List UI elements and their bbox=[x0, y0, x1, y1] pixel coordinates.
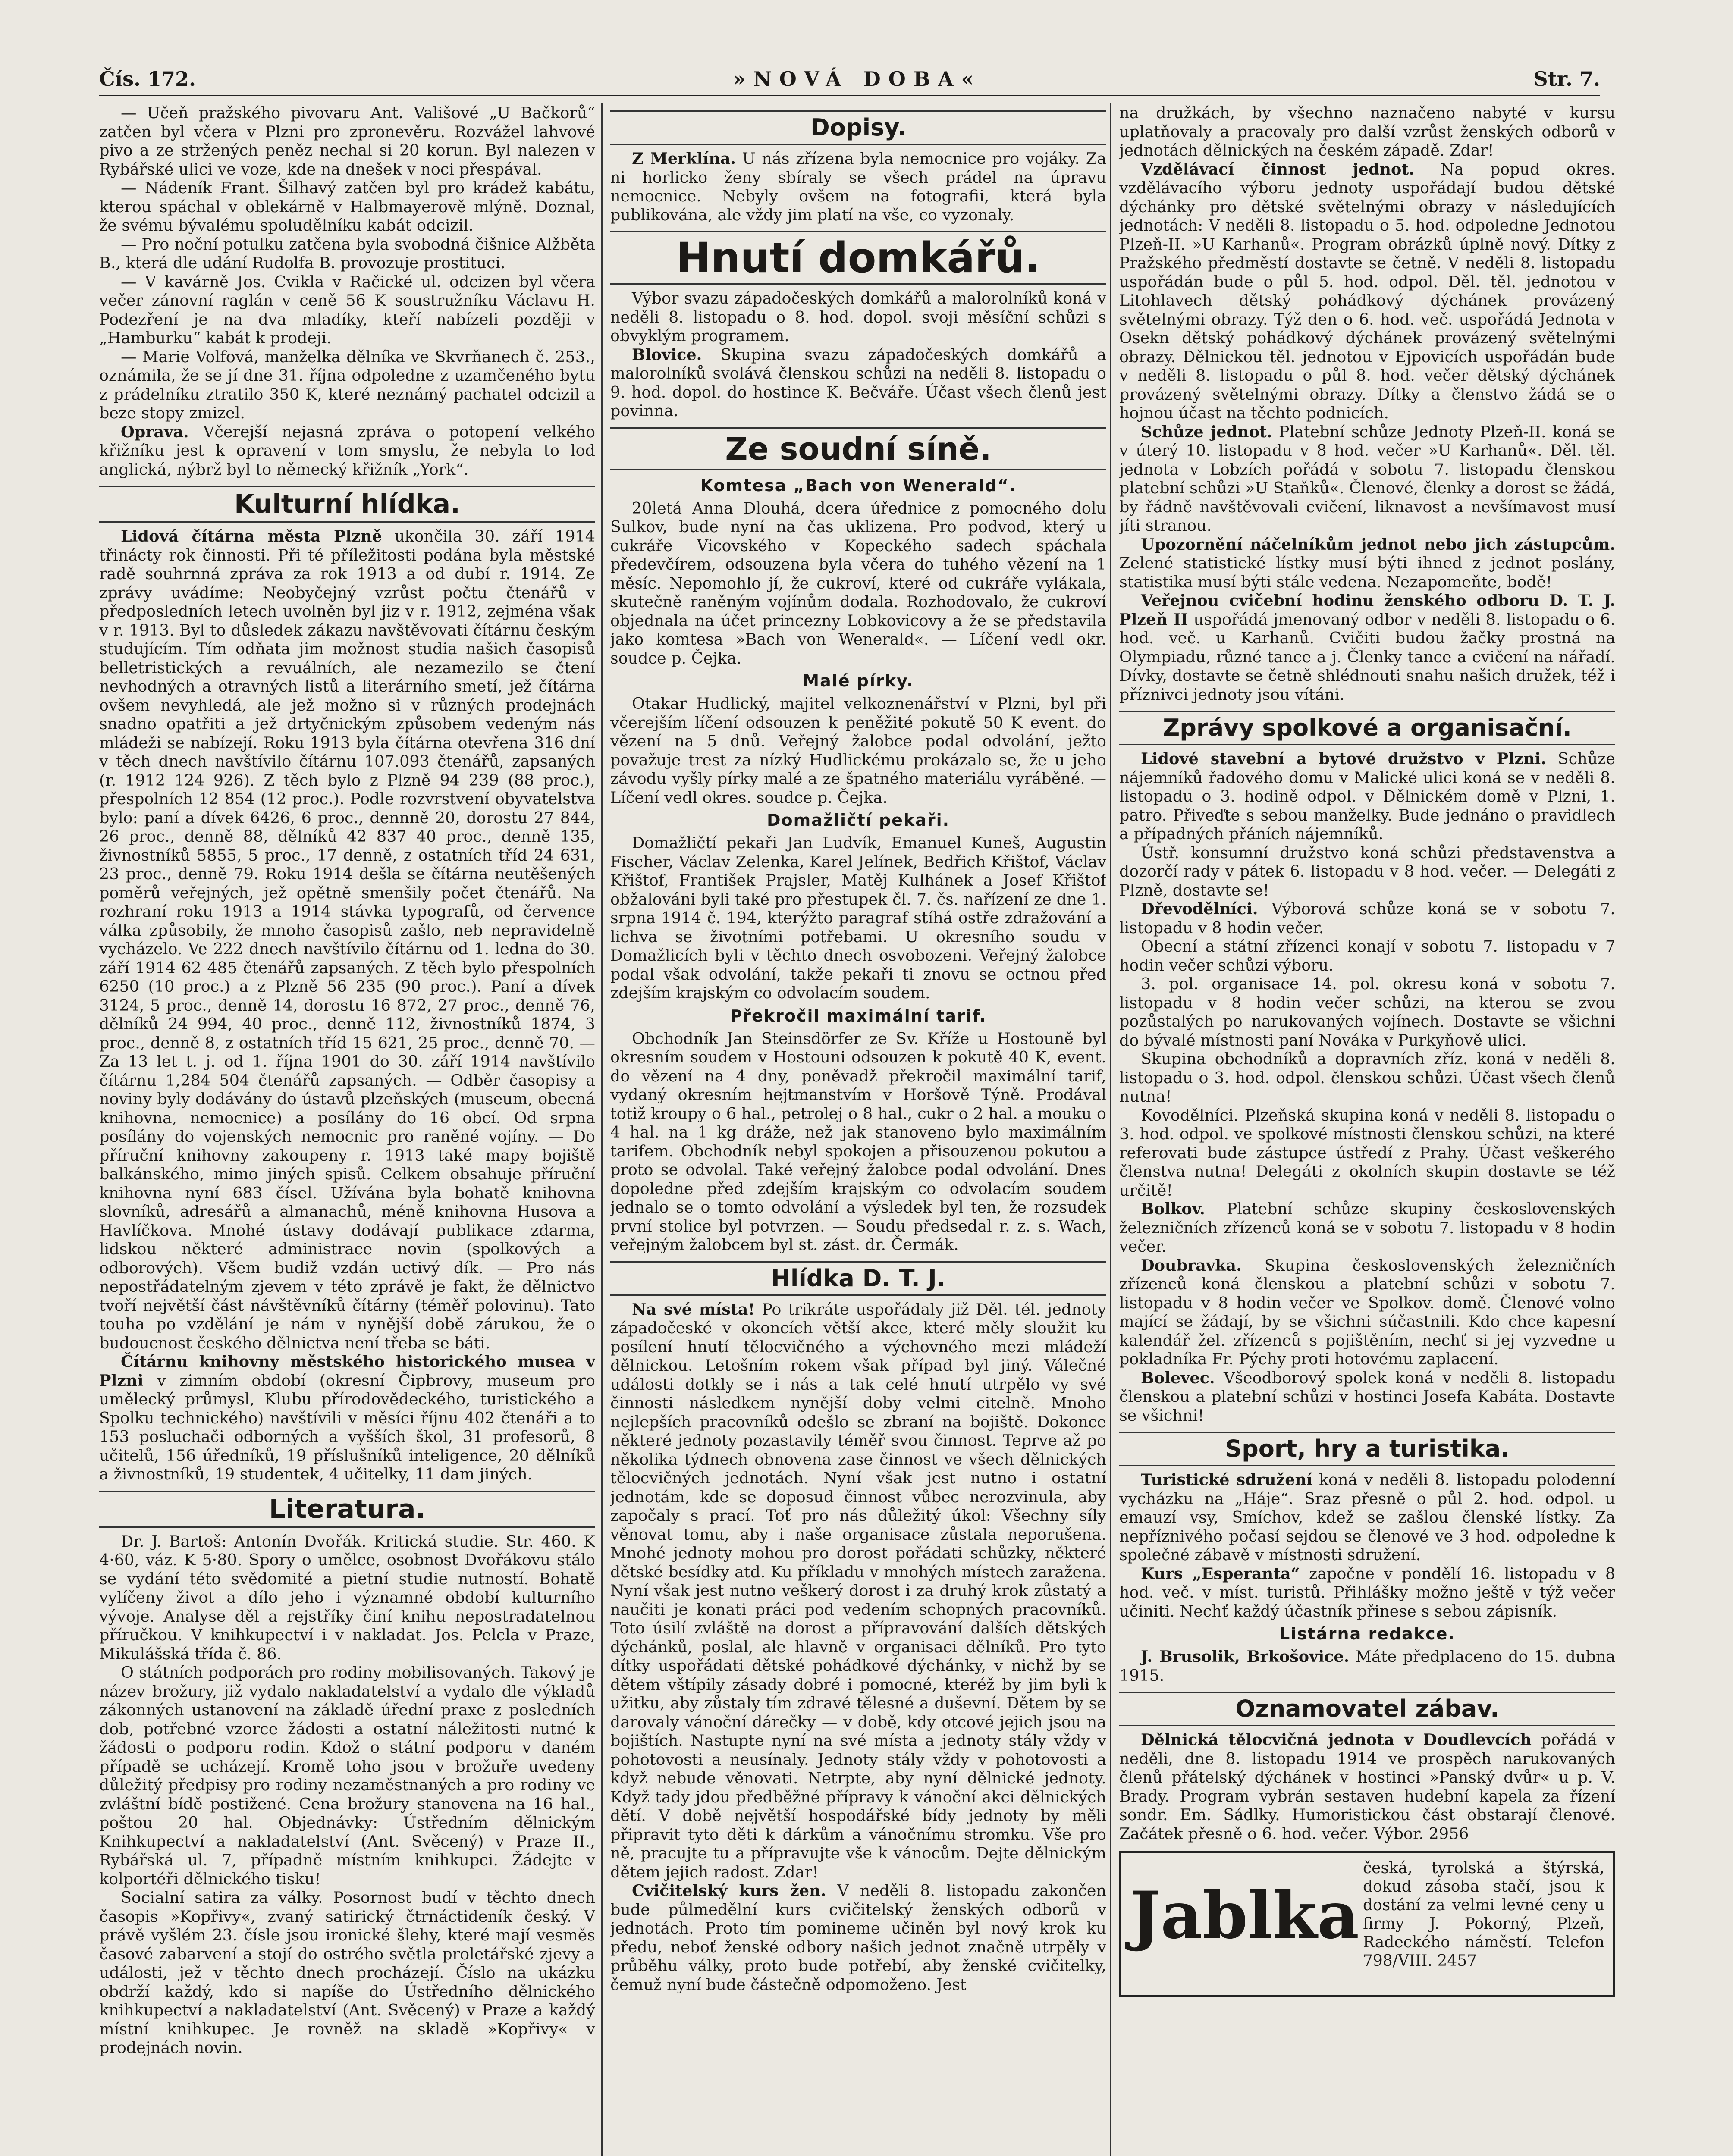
item-body: Na popud okres. vzdělávacího výboru jednoty uspořádají budou dětské dýchánky pro dětské světelnými obrazy v následujících jednotách: V neděli 8. listopadu o 5. hod. odpoledne Jednotou Plzeň-II. »U Karhanů«. Program obrázků úplně nový. Dítky z Pražského předměstí dostavte se četně. V neděli 8. listopadu uspořádán bude o půl 5. hod. odpol. Děl. těl. jednotou v Litohlavech dětský pohádkový dýchánek provázený světelnými obrazy. Týž den o 6. hod. več. uspořádá Jednota v Osekn dětský pohádkový dýchánek provázený světelnými obrazy. Dělnickou těl. jednotou v Ejpovicích uspořádán bude v neděli 8. listopadu o půl 8. hod. večer dětský dýchánek provázený světelnými obrazy. Dítky a členstvo žádá se o hojnou účast na těchto podnicích. bbox=[1119, 160, 1615, 422]
item-body: pořádá v neděli, dne 8. listopadu 1914 ve prospěch narukovaných členů přátelský dýchánek v hostinci »Panský dvůr« u p. V. Brady. Program vybrán sestaven hudební kapela za řízení sondr. Em. Sádlky. Humoristickou část obstarají členové. Začátek přesně o 6. hod. večer. Výbor. bbox=[1119, 1730, 1615, 1843]
item-body: Schůze nájemníků řadového domu v Malické ulici koná se v neděli 8. listopadu o 3. hodině odpol. v Dělnickém domě v Plzni, 1. patro. Přiveďte s sebou manželky. Bude jednáno o pravidlech a případných přáních nájemníků. bbox=[1119, 749, 1615, 843]
section-title-dopisy: Dopisy. bbox=[610, 110, 1106, 145]
news-item bbox=[610, 149, 1106, 224]
news-item bbox=[1119, 591, 1615, 704]
advertisement-jablka bbox=[1119, 1851, 1615, 1997]
news-item: Výbor svazu západočeských domkářů a malorolníků koná v neděli 8. listopadu o 8. hod. dopol. svoji měsíční schůzi s obvyklým programem. bbox=[610, 289, 1106, 345]
item-heading: Vzdělávací činnost jednot. bbox=[1141, 160, 1414, 179]
item-heading: J. Brusolik, Brkošovice. bbox=[1141, 1647, 1350, 1666]
news-item: Ústř. konsumní družstvo koná schůzi představenstva a dozorčí rady v pátek 6. listopadu v 8 hod. večer. — Delegáti z Plzně, dostavte se! bbox=[1119, 843, 1615, 899]
news-item bbox=[1119, 535, 1615, 592]
news-item bbox=[99, 423, 595, 479]
news-item: — V kavárně Jos. Cvikla v Račické ul. odcizen byl včera večer zánovní raglán v ceně 56 K soustružníku Václavu H. Podezření je na dva mladíky, kteří nabízeli později v „Hamburku“ kabát k prodeji. bbox=[99, 272, 595, 347]
section-title-listarna: Listárna redakce. bbox=[1279, 1624, 1455, 1643]
column-2 bbox=[610, 103, 1106, 2156]
section-title-oznamovatel-zabav: Oznamovatel zábav. bbox=[1119, 1692, 1615, 1726]
section-title-ze-soudni-sine: Ze soudní síně. bbox=[610, 427, 1106, 470]
article-title: Domažličtí pekaři. bbox=[766, 811, 950, 830]
item-heading: Doubravka. bbox=[1141, 1256, 1242, 1275]
news-item: Socialní satira za války. Posornost budí v těchto dnech časopis »Kopřivy«, zvaný satirický čtrnáctideník český. V právě vyšlém 23. čísle jsou ironické šlehy, které mají vesměs časové zabarvení a stojí do ostrého světla proletářské zjevy a události, jež v těchto dnech procházejí. Číslo na ukázku obdrží každý, kdo si napíše do Ústředního dělnického knihkupectví a nakladatelství (Ant. Svěcený) v Praze a každý místní knihkupec. Je rovněž na skladě »Kopřivy« v prodejnách novin. bbox=[99, 1888, 595, 2057]
section-title-hnuti-domkaru: Hnutí domkářů. bbox=[610, 231, 1106, 285]
item-body: Platební schůze Jednoty Plzeň-II. koná se v úterý 10. listopadu v 8 hod. večer »U Karhanů«. Děl. těl. jednota v Lobzích pořádá v sobotu 7. listopadu členskou platební schůzi »U Staňků«. Členové, členky a dorost se žádá, by řádně navštěvovali cvičení, liknavost a nevšímavost musí jíti stranou. bbox=[1119, 422, 1615, 535]
news-item: — Učeň pražského pivovaru Ant. Vališové „U Bačkorů“ zatčen byl včera v Plzni pro zpronevěru. Rozvážel lahvové pivo a ze stržených peněz nechal si 20 korun. Byl nalezen v Rybářské ulici ve voze, kde na dnešek v noci přespával. bbox=[99, 103, 595, 179]
column-rule bbox=[1110, 103, 1111, 2156]
news-item bbox=[1119, 1470, 1615, 1564]
news-item bbox=[610, 1300, 1106, 1882]
news-item: Otakar Hudlický, majitel velkoznenářství v Plzni, byl při včerejším líčení odsouzen k peněžité pokutě 50 K event. do vězení na 5 dnů. Veřejný žalobce podal odvolání, ježto považuje trest za nízký Hudlickému prokázalo se, že u jeho závodu vyšly pírky malé a ze špatného materiálu vyráběné. — Líčení vedl okres. soudce p. Čejka. bbox=[610, 694, 1106, 807]
article-title: Překročil maximální tarif. bbox=[730, 1006, 987, 1025]
article-title: Komtesa „Bach von Wenerald“. bbox=[700, 476, 1017, 495]
item-heading: Lidová čítárna města Plzně bbox=[121, 527, 382, 545]
item-heading: Upozornění náčelníkům jednot nebo jich zástupcům. bbox=[1141, 535, 1615, 554]
item-body: Po trikráte uspořádaly již Děl. tél. jednoty západočeské v okoncích větší akce, které měly sloužit ku posílení hnutí tělocvičného a výchovného mezi mládeží dělnickou. Letošním rokem však případ byl jiný. Válečné události dotkly se i nás a tak celé hnutí utrpělo vy své činnosti následkem nynější doby velmi citelně. Mnoho nejlepších pracovníků odešlo se zbraní na bojiště. Dokonce některé jednoty pozastavily téměř svou činnost. Teprve až po několika týdnech obnovena zase činnost ve všech dělnických tělocvičných jednotách. Nyní však jest nutno i ostatní jednotám, kde se doposud činnost vůbec nerozvinula, aby započaly s prací. Toť pro nás důležitý úkol: Všechny síly věnovat tomu, aby i naše organisace zůstala neporušena. Mnohé jednoty mohou pro dorost pořádati schůzky, některé dětské besídky atd. Ku příkladu v mnohých místech zaražena. Nyní však jest nutno veškerý dorost i za druhý krok zůstatý a naučiti je konati práci pod vedením schopných pracovníků. Toto úsilí zvláště na dorost a přípravování dalších dětských dýchánků, poslal, ale hlavně v organisaci dělníků. Pro tyto dítky uspořádati dětské pohádkové dýchánky, v nichž by se dětem vštípily zásady dobré i pomocné, kteréž by jim byli k užitku, aby zůstaly tím zdravé tělesné a duševní. Dětem by se darovaly vánoční dárečky — v době, kdy otcové jejich jsou na bojištích. Nastupte nyní na své místa a jednoty stály vždy v pohotovosti a neusínaly. Jednoty stály vždy v pohotovosti a když nebude věnovati. Netrpte, aby nyní dělnické jednoty. Když tady jdou předběžné přípravy k vánoční akci dělnických dětí. V době největší hospodářské bídy jednoty by měli připravit tyto děti k dárkům a vánočnímu stromku. Vše pro ně, pracujte tu a přípravujte vše k vánocům. Dejte dělnickým dětem jejich radost. Zdar! bbox=[610, 1300, 1106, 1881]
item-heading: Turistické sdružení bbox=[1141, 1470, 1312, 1489]
news-item bbox=[1119, 1564, 1615, 1621]
item-body: Skupina svazu západočeských domkářů a malorolníků svolává členskou schůzi na neděli 8. listopadu o 9. hod. dopol. do hostince K. Bečváře. Účast všech členů jest povinna. bbox=[610, 345, 1106, 420]
news-item: 20letá Anna Dlouhá, dcera úřednice z pomocného dolu Sulkov, bude nyní na čas uklizena. Pro podvod, který u cukráře Vicovského v Kopeckého sadech spáchala předevčírem, odsouzena byla včera do tuhého vězení na 1 měsíc. Nepomohlo jí, že cukroví, které od cukráře vylákala, skutečně raněným vojínům dodala. Rozhodovalo, že cukroví objednala na účet princezny Lobkovicovy a že se představila jako komtesa »Bach von Wenerald«. — Líčení vedl okr. soudce p. Čejka. bbox=[610, 498, 1106, 667]
item-body: v zimním období (okresní Čipbrovy, museum pro umělecký průmysl, Klubu přírodovědeckého, turistického a Spolku technického) navštívili v měsíci říjnu 402 čtenáři a to 153 posluchači odborných a vyšších škol, 31 profesorů, 8 učitelů, 156 úředníků, 19 příslušníků inteligence, 20 dělníků a živnostníků, 19 studentek, 4 učitelky, 11 dam jiných. bbox=[99, 1371, 595, 1483]
news-item bbox=[1119, 423, 1615, 535]
item-heading: Dělnická tělocvičná jednota v Doudlevcích bbox=[1141, 1730, 1532, 1749]
news-item: Domažličtí pekaři Jan Ludvík, Emanuel Kuneš, Augustin Fischer, Václav Zelenka, Karel Jelínek, Bedřich Křištof, Václav Křištof, František Prajsler, Matěj Kulhánek a Josef Křištof obžalováni byli také pro přestupek čl. 7. čs. nařízení ze dne 1. srpna 1914 č. 194, kterýžto paragraf stíhá ostře zdražování a lichva se životními potřebami. U okresního soudu v Domažlicích byli v těchto dnech osvobozeni. Veřejný žalobce podal však odvolání, takže pekaři ti znovu se octnou před zdejším krajským co odvolacím soudem. bbox=[610, 834, 1106, 1002]
news-item bbox=[1119, 1200, 1615, 1256]
news-item bbox=[1119, 749, 1615, 843]
masthead-title: »NOVÁ DOBA« bbox=[733, 67, 982, 91]
item-body: koná v neděli 8. listopadu polodenní vycházku na „Háje“. Sraz přesně o půl 2. hod. odpol. u emauzí vsy, Smíchov, kdež se zašlou členské lístky. Za nepříznivého počasí sejdou se členové ve 3 hod. odpoledne k společné zábavě v místnosti sdružení. bbox=[1119, 1470, 1615, 1564]
news-item bbox=[99, 527, 595, 1352]
item-heading: Na své místa! bbox=[632, 1300, 755, 1319]
item-heading: Schůze jednot. bbox=[1141, 422, 1272, 441]
item-heading: Čítárnu knihovny městského historického musea v Plzni bbox=[99, 1352, 595, 1390]
item-body: Zelené statistické lístky musí býti ihned z jednot poslány, statistika musí býti stále vedena. Nezapomeňte, bodě! bbox=[1119, 554, 1615, 591]
news-item: — Nádeník Frant. Šilhavý zatčen byl pro krádež kabátu, kterou spáchal v oblekárně v Halbmayerově mlýně. Doznal, že svému bývalému spoludělníku kabát odcizil. bbox=[99, 179, 595, 235]
news-item: O státních podporách pro rodiny mobilisovaných. Takový je název brožury, již vydalo nakladatelství a vydalo dle výkladů zákonných ustanovení na základě úřední praxe z posledních dob, potřebné vzorce žádosti a ostatní náležitosti nutné k žádosti o podporu rodin. Kdož o státní podporu v daném případě se ucházejí. Kromě toho jsou v brožuře uvedeny důležitý předpisy pro rodiny nezaměstnaných a pro rodiny ve zvláštní bídě postižené. Cena brožury stanovena na 16 hal., poštou 20 hal. Objednávky: Ústředním dělnickým Knihkupectví a nakladatelství (Ant. Svěcený) v Praze II., Rybářská ul. 7, případně místním knihkupci. Žádejte v kolportéři dělnického tisku! bbox=[99, 1663, 595, 1888]
column-3 bbox=[1119, 103, 1615, 2156]
news-item bbox=[1119, 1256, 1615, 1369]
news-item: — Marie Volfová, manželka dělníka ve Skvrňanech č. 253., oznámila, že se jí dne 31. října odpoledne z uzamčeného bytu z prádelníku ztratilo 350 K, které neznámý pachatel odcizil a beze stopy zmizel. bbox=[99, 347, 595, 422]
news-item: Obecní a státní zřízenci konají v sobotu 7. listopadu v 7 hodin večer schůzi výboru. bbox=[1119, 937, 1615, 975]
ad-code: 2457 bbox=[1437, 1952, 1477, 1970]
issue-number: Čís. 172. bbox=[99, 67, 196, 91]
news-item: — Pro noční potulku zatčena byla svobodná čišnice Alžběta B., která dle udání Rudolfa B. provozuje prostituci. bbox=[99, 235, 595, 272]
news-item: Kovodělníci. Plzeňská skupina koná v neděli 8. listopadu o 3. hod. odpol. ve spolkové místnosti členskou schůzi, na které referovati bude zástupce ústředí z Prahy. Účast veškerého členstva nutna! Delegáti z okolních skupin dostavte se též určitě! bbox=[1119, 1106, 1615, 1200]
item-heading: Kurs „Esperanta“ bbox=[1141, 1564, 1300, 1583]
item-body: Všeodborový spolek koná v neděli 8. listopadu členskou a platební schůzi v hostinci Josefa Kabáta. Dostavte se všichni! bbox=[1119, 1368, 1615, 1425]
news-item bbox=[1119, 1647, 1615, 1685]
item-heading: Cvičitelský kurs žen. bbox=[632, 1881, 826, 1900]
ad-headline: Jablka bbox=[1130, 1877, 1359, 1953]
page-header bbox=[99, 65, 1600, 97]
section-title-hlidka-dtj: Hlídka D. T. J. bbox=[610, 1261, 1106, 1296]
news-item bbox=[610, 345, 1106, 420]
item-heading: Veřejnou cvičební hodinu ženského odboru D. T. J. Plzeň II bbox=[1119, 591, 1615, 629]
item-heading: Dřevodělníci. bbox=[1141, 899, 1258, 918]
item-body: uspořádá jmenovaný odbor v neděli 8. listopadu o 6. hod. več. u Karhanů. Cvičiti budou žačky prostná na Olympiadu, různé tance a j. Členky tance a cvičení na nářadí. Dívky, dostavte se četně shlédnouti snahu našich družek, též i příznivci jednoty jsou vítáni. bbox=[1119, 610, 1615, 704]
item-body: započne v pondělí 16. listopadu v 8 hod. več. v míst. turistů. Přihlášky možno ještě v týž večer učiniti. Nechť každý účastník přinese s sebou zápisník. bbox=[1119, 1564, 1615, 1620]
section-title-zpravy-spolkove: Zprávy spolkové a organisační. bbox=[1119, 711, 1615, 745]
item-body: U nás zřízena byla nemocnice pro vojáky. Za ni horlicko ženy sbíraly se všech prádel na úpravu nemocnice. Nebyly ovšem na fotografii, která byla publikována, ale vždy jim platí na vše, co vyzonaly. bbox=[610, 149, 1106, 224]
news-item: Dr. J. Bartoš: Antonín Dvořák. Kritická studie. Str. 460. K 4·60, váz. K 5·80. Spory o umělce, osobnost Dvořákovu stálo se vydání této svědomité a pietní studie nutností. Bohatě vylíčeny život a dílo jeho i významné období kulturního vývoje. Analyse děl a rejstříky činí knihu nepostradatelnou příručkou. V knihkupectví i v nakladat. Jos. Pelcla v Praze, Mikulášská třída č. 86. bbox=[99, 1532, 595, 1663]
news-item: Skupina obchodníků a dopravních zříz. koná v neděli 8. listopadu o 3. hod. odpol. členskou schůzi. Účast všech členů nutna! bbox=[1119, 1050, 1615, 1106]
item-body: Včerejší nejasná zpráva o potopení velkého křižníku jest k opravení v tom smyslu, že nebyla to loď anglická, nýbrž byl to německý křižník „York“. bbox=[99, 422, 595, 479]
news-item bbox=[1119, 1730, 1615, 1843]
item-heading: Bolevec. bbox=[1141, 1368, 1215, 1387]
column-1 bbox=[99, 103, 595, 2156]
news-item bbox=[99, 1352, 595, 1484]
item-body: Platební schůze skupiny československých železničních zřízenců koná se v sobotu 7. listopadu v 8 hodin večer. bbox=[1119, 1200, 1615, 1256]
item-body: Skupina československých železničních zřízenců koná členskou a platební schůzi v sobotu 7. listopadu v 8 hodin večer ve Spolkov. domě. Členové volno mající se žádají, by se všichni súčastnili. Kdo chce kapesní kalendář žel. zřízenců s pojištěním, nechť si jej vyzvedne u pokladníka Fr. Pýchy proti hotovému zaplacení. bbox=[1119, 1256, 1615, 1368]
section-title-kulturni-hlidka: Kulturní hlídka. bbox=[99, 486, 595, 523]
item-heading: Lidové stavební a bytové družstvo v Plzni. bbox=[1141, 749, 1546, 768]
item-body: Výborová schůze koná se v sobotu 7. listopadu v 8 hodin večer. bbox=[1119, 899, 1615, 937]
item-heading: Oprava. bbox=[121, 422, 189, 441]
news-item: na družkách, by všechno naznačeno nabyté v kursu uplatňovaly a pracovaly pro další vzrůst ženských odborů v jednotách dělnických na českém západě. Zdar! bbox=[1119, 103, 1615, 160]
item-heading: Z Merklína. bbox=[632, 149, 736, 168]
ad-code: 2956 bbox=[1428, 1824, 1469, 1843]
item-body: Máte předplaceno do 15. dubna 1915. bbox=[1119, 1647, 1615, 1685]
news-item: 3. pol. organisace 14. pol. okresu koná v sobotu 7. listopadu v 8 hodin večer schůzi, na kterou se zvou pozůstalých po narukovaných vojínech. Dostavte se všichni do bývalé místnosti paní Nováka v Purkyňově ulici. bbox=[1119, 975, 1615, 1050]
section-title-sport: Sport, hry a turistika. bbox=[1119, 1432, 1615, 1466]
news-item bbox=[1119, 899, 1615, 937]
item-heading: Bolkov. bbox=[1141, 1200, 1205, 1218]
item-body: ukončila 30. září 1914 třinácty rok činnosti. Při té příležitosti podána byla městské radě souhrnná zpráva za rok 1913 a od dubí r. 1914. Ze zprávy uvádíme: Neobyčejný vzrůst počtu čtenářů v předposledních letech uvolněn byl jiz v r. 1912, zejména však v r. 1913. Byl to důsledek zákazu navštěvovati čítárnu českým studujícím. Tím odňata jim možnost studia našich časopisů belletristických a revuálních, ale nezamezilo se čtení nevhodných a otravných listů a literárního smetí, jež čítárna ovšem nevyhledá, ale jež možno si v různých prodejnách snadno opatřiti a jež drtyčnickým způsobem vedeným nás mládeži se nabízejí. Roku 1913 byla čítárna otevřena 316 dní v těch dnech navštívilo čítárnu 107.093 čtenářů, zapsaných (r. 1912 124 926). Z těch bylo z Plzně 94 239 (88 proc.), přespolních 12 854 (12 proc.). Podle rozvrstvení obyvatelstva bylo: paní a dívek 6426, 6 proc., dennně 20, dorostu 27 844, 26 proc., denně 88, dělníků 42 837 40 proc., denně 135, živnostníků 5855, 5 proc., 17 denně, z ostatních tříd 24 631, 23 proc., denně 79. Roku 1914 dešla se čítárna neutěšených poměrů veřejných, jež opětně smenšily počet čtenářů. Na rozhraní roku 1913 a 1914 stávka typografů, od července válka způsobily, že mnoho časopisů zašlo, neb nepravidelně vycházelo. Ve 222 dnech navštívilo čítárnu od 1. ledna do 30. září 1914 62 485 čtenářů zapsaných. Z těch bylo přespolních 6250 (10 proc.) a z Plzně 56 235 (90 proc.). Paní a dívek 3124, 5 proc., denně 14, dorostu 16 872, 27 proc., denně 76, dělníků 24 994, 40 proc., denně 112, živnostníků 1874, 3 proc., denně 8, z ostatních tříd 15 621, 25 proc., denně 70. — Za 13 let t. j. od 1. října 1901 do 30. září 1914 navštívilo čítárnu 1,284 504 čtenářů zapsaných. — Odběr časopisy a noviny byly dodávány do ústavů plzeňských (museum, obecná knihovna, nemocnice) a posílány do 16 obcí. Od srpna posílány do vojenských nemocnic pro raněné vojíny. — Do příruční knihovny zakoupeny r. 1913 také mapy bojiště balkánského, mimo jiných spisů. Celkem obsahuje příruční knihovna nyní 683 čísel. Užívána byla bohatě knihovna slovníků, adresářů a almanachů, méně knihovna Husova a Havlíčkova. Mnohé ústavy dodávají publikace zdarma, lidskou některé administrace novin (spolkových a odborových). Všem budiž vzdán uctivý dík. — Pro nás nepostřádatelným zjevem v této zprávě je fakt, že dělnictvo tvoří největší část návštěvníků čítárny (téměř polovinu). Tato touha po vzdělání je nám v nynější době zárukou, že o budoucnost českého dělnictva není třeba se báti. bbox=[99, 527, 595, 1352]
news-item bbox=[610, 1881, 1106, 1994]
item-heading: Blovice. bbox=[632, 345, 702, 364]
column-rule bbox=[601, 103, 603, 2156]
news-item bbox=[1119, 160, 1615, 423]
section-title-literatura: Literatura. bbox=[99, 1491, 595, 1528]
ad-body: česká, tyrolská a štýrská, dokud zásoba stačí, jsou k dostání za velmi levné ceny u firmy J. Pokorný, Plzeň, Radeckého náměstí. Telefon 798/VIII. bbox=[1363, 1859, 1604, 1970]
news-item bbox=[1119, 1369, 1615, 1425]
article-title: Malé pírky. bbox=[803, 671, 914, 690]
ad-text bbox=[1363, 1859, 1604, 1970]
news-item: Obchodník Jan Steinsdörfer ze Sv. Kříže u Hostouně byl okresním soudem v Hostouni odsouzen k pokutě 40 K, event. do vězení na 4 dny, poněvadž překročil maximální tarif, vydaný okresním hejtmanstvím v Horšově Týně. Prodával totiž kroupy o 6 hal., petrolej o 8 hal., cukr o 2 hal. a mouku o 4 hal. na 1 kg dráže, než jak stanoveno bylo maximálním tarifem. Obchodník nebyl spokojen a přisouzenou pokutou a proto se odvolal. Také veřejný žalobce podal odvolání. Dnes dopoledne před zdejším krajským co odvolacím soudem jednalo se o tomto odvolání a výsledek byl ten, že rozsudek první stolice byl potvrzen. — Soudu předsedal r. z. s. Wach, veřejným žalobcem byl st. zást. dr. Čermák. bbox=[610, 1029, 1106, 1254]
item-body: V neděli 8. listopadu zakončen bude půlmedělní kurs cvičitelský ženských odborů v jednotách. Proto tím pomineme učiněn byl nový krok ku předu, neboť ženské odbory našich jednot značně utrpěly v průběhu války, proto bude potřebí, aby ženské cvičitelky, čemuž nyní bude částečně odpomoženo. Jest bbox=[610, 1881, 1106, 1994]
page-number: Str. 7. bbox=[1533, 67, 1600, 91]
